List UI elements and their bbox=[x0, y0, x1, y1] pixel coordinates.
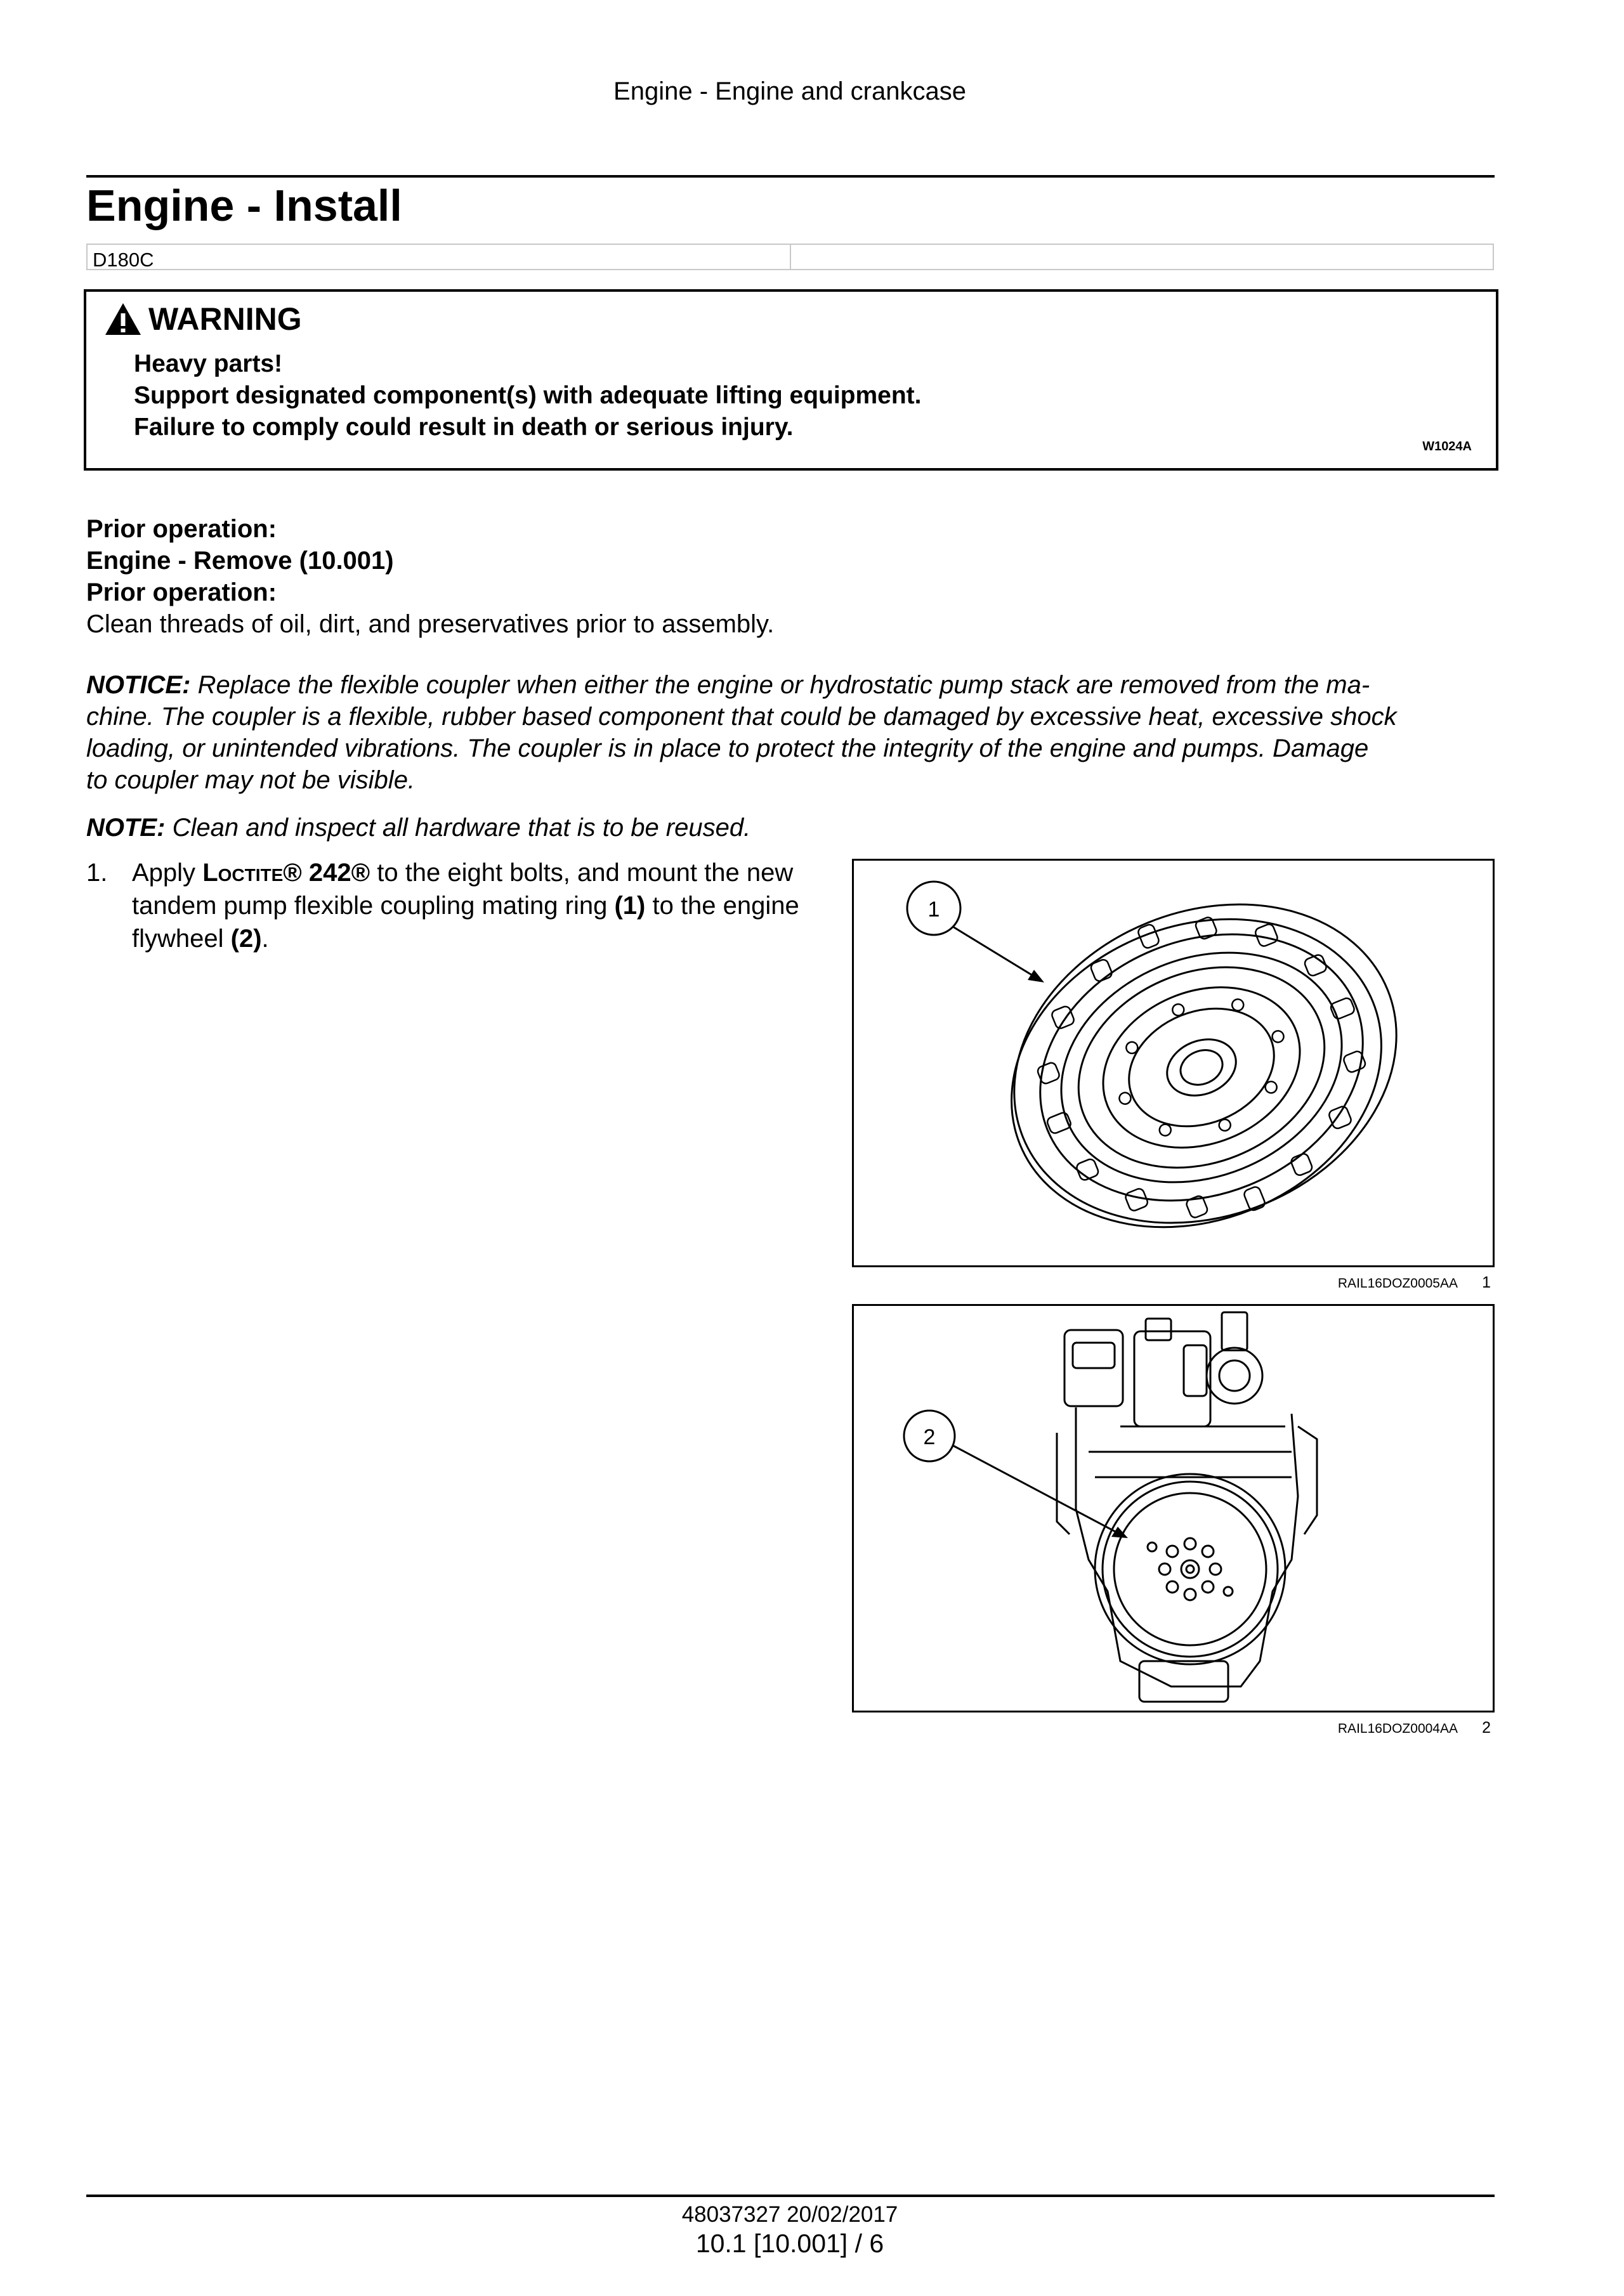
figure-1-code: RAIL16DOZ0005AA bbox=[1337, 1276, 1458, 1291]
notice-line-2: chine. The coupler is a flexible, rubber based component that could be damaged by excessive heat, excessive shock bbox=[86, 703, 1397, 731]
model-cell: D180C bbox=[93, 249, 154, 271]
figure-2-number: 2 bbox=[1482, 1719, 1491, 1737]
note-label: NOTE: bbox=[86, 814, 166, 842]
footer-doc-number: 48037327 20/02/2017 bbox=[681, 2202, 898, 2227]
figure-1-flywheel bbox=[852, 859, 1495, 1267]
notice-text-1: Replace the flexible coupler when either the engine or hydrostatic pump stack are removed from the ma- bbox=[197, 671, 1370, 699]
footer-page-number: 10.1 [10.001] / 6 bbox=[695, 2229, 884, 2258]
note-text: Clean and inspect all hardware that is to be reused. bbox=[172, 814, 751, 842]
step-text-part: to the eight bolts, and mount the new tandem pump flexible coupling mating ring bbox=[132, 859, 794, 920]
prior-operation-ref[interactable]: Engine - Remove (10.001) bbox=[86, 547, 394, 575]
step-text-part: to the engine flywheel bbox=[132, 892, 799, 953]
figure-2-code: RAIL16DOZ0004AA bbox=[1337, 1721, 1458, 1736]
prior-operation-label-1: Prior operation: bbox=[86, 515, 277, 543]
notice-paragraph bbox=[86, 669, 1495, 796]
warning-triangle-icon bbox=[104, 302, 142, 336]
warning-line-1: Heavy parts! bbox=[134, 350, 283, 377]
warning-box bbox=[84, 289, 1498, 471]
prior-operation-label-2: Prior operation: bbox=[86, 578, 277, 606]
warning-title bbox=[104, 301, 302, 337]
step-1 bbox=[86, 856, 809, 955]
note-paragraph bbox=[86, 812, 1495, 844]
callout-ref-2: (2) bbox=[230, 925, 262, 953]
page-title: Engine - Install bbox=[86, 181, 402, 230]
model-table bbox=[86, 244, 1494, 270]
step-text bbox=[132, 856, 809, 955]
figure-2-engine bbox=[852, 1304, 1495, 1712]
prior-operation-text: Clean threads of oil, dirt, and preservatives prior to assembly. bbox=[86, 610, 775, 638]
flywheel-illustration bbox=[854, 861, 1493, 1265]
footer-rule bbox=[86, 2195, 1495, 2197]
step-number: 1. bbox=[86, 859, 108, 887]
notice-line-1 bbox=[86, 669, 1495, 701]
figure-1-number: 1 bbox=[1482, 1274, 1491, 1291]
engine-illustration bbox=[854, 1306, 1493, 1711]
warning-line-3: Failure to comply could result in death or serious injury. bbox=[134, 414, 794, 441]
model-empty-cell bbox=[790, 245, 1493, 269]
notice-line-4: to coupler may not be visible. bbox=[86, 766, 416, 794]
step-text-part: Apply bbox=[132, 859, 196, 887]
title-rule bbox=[86, 175, 1495, 178]
warning-code: W1024A bbox=[1422, 440, 1472, 453]
callout-ref-1: (1) bbox=[614, 892, 646, 920]
figure-1-callout-label: 1 bbox=[927, 897, 940, 922]
warning-line-2: Support designated component(s) with adequate lifting equipment. bbox=[134, 382, 922, 409]
notice-line-3: loading, or unintended vibrations. The coupler is in place to protect the integrity of the engine and pumps. Damage bbox=[86, 734, 1369, 762]
notice-label: NOTICE: bbox=[86, 671, 191, 699]
running-header: Engine - Engine and crankcase bbox=[613, 77, 966, 105]
loctite-brand: Loctite® 242® bbox=[202, 859, 370, 887]
warning-title-text: WARNING bbox=[148, 301, 302, 337]
figure-2-callout-label: 2 bbox=[923, 1425, 936, 1449]
step-text-part: . bbox=[261, 925, 269, 953]
